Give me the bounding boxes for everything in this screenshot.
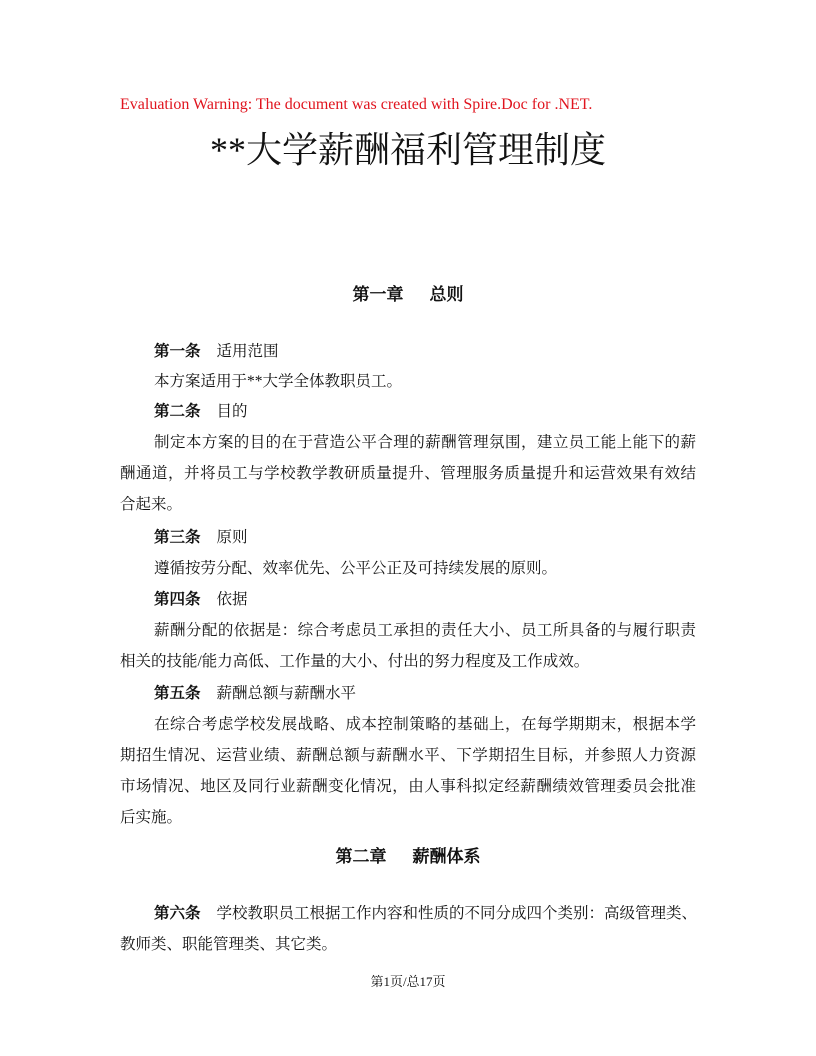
article-title: 薪酬总额与薪酬水平 <box>216 685 357 702</box>
paragraph-line: 学校教职员工根据工作内容和性质的不同分成四个类别：高级管理类、 <box>216 905 698 922</box>
article-title: 目的 <box>216 403 248 420</box>
article-heading <box>120 401 696 423</box>
article-heading <box>120 683 696 705</box>
chapter-2-heading <box>0 845 816 869</box>
paragraph-line: 期招生情况、运营业绩、薪酬总额与薪酬水平、下学期招生目标，并参照人力资源 <box>120 747 696 764</box>
chapter-number: 第一章 <box>352 285 404 304</box>
paragraph-line: 教师类、职能管理类、其它类。 <box>120 936 338 953</box>
paragraph-line: 遵循按劳分配、效率优先、公平公正及可持续发展的原则。 <box>154 560 558 577</box>
article-title: 原则 <box>216 529 248 546</box>
article-heading <box>120 341 696 363</box>
paragraph-line: 本方案适用于**大学全体教职员工。 <box>154 373 403 390</box>
paragraph-line: 后实施。 <box>120 809 183 826</box>
article-label: 第三条 <box>154 529 201 546</box>
paragraph-line: 市场情况、地区及同行业薪酬变化情况，由人事科拟定经薪酬绩效管理委员会批准 <box>120 778 696 795</box>
document-title: **大学薪酬福利管理制度 <box>209 130 606 170</box>
article-paragraph <box>120 903 696 925</box>
evaluation-warning: Evaluation Warning: The document was created with Spire.Doc for .NET. <box>120 96 593 113</box>
chapter-name: 总则 <box>429 285 464 304</box>
page-footer: 第1页/总17页 <box>370 974 446 989</box>
article-label: 第二条 <box>154 403 201 420</box>
paragraph-line: 制定本方案的目的在于营造公平合理的薪酬管理氛围，建立员工能上能下的薪 <box>154 434 696 451</box>
article-title: 适用范围 <box>216 343 279 360</box>
paragraph-line: 在综合考虑学校发展战略、成本控制策略的基础上，在每学期期末，根据本学 <box>154 716 696 733</box>
article-label: 第一条 <box>154 343 201 360</box>
paragraph-line: 酬通道，并将员工与学校教学教研质量提升、管理服务质量提升和运营效果有效结 <box>120 465 696 482</box>
paragraph-line: 合起来。 <box>120 496 183 513</box>
article-label: 第五条 <box>154 685 201 702</box>
paragraph-line: 薪酬分配的依据是：综合考虑员工承担的责任大小、员工所具备的与履行职责 <box>154 622 696 639</box>
paragraph-line: 相关的技能/能力高低、工作量的大小、付出的努力程度及工作成效。 <box>120 653 590 670</box>
chapter-number: 第二章 <box>335 847 387 866</box>
article-heading <box>120 589 696 611</box>
chapter-1-heading <box>0 283 816 307</box>
article-label: 第四条 <box>154 591 201 608</box>
article-label: 第六条 <box>154 905 201 922</box>
article-title: 依据 <box>216 591 248 608</box>
chapter-name: 薪酬体系 <box>412 847 481 866</box>
article-heading <box>120 527 696 549</box>
